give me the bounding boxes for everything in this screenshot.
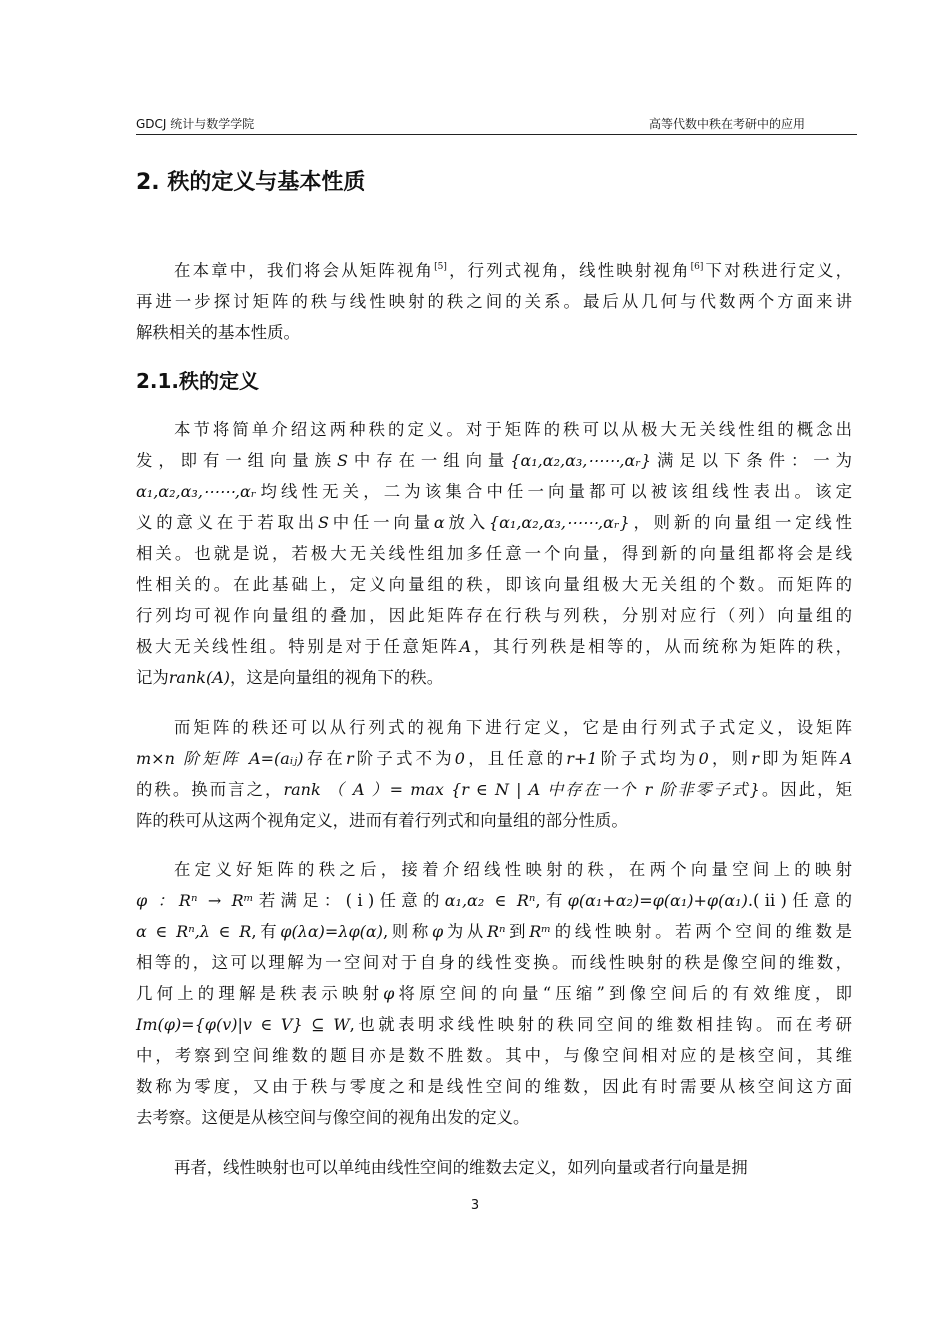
intro-paragraph: 在本章中，我们将会从矩阵视角[5]，行列式视角，线性映射视角[6]下对秩进行定义， 再进一步探讨矩阵的秩与线性映射的秩之间的关系。最后从几何与代数两个方面来讲 解秩相关的基本性质。 [136,261,853,342]
header-institution: GDCJ 统计与数学学院 [136,117,255,131]
paragraph-vector-rank: 本节将简单介绍这两种秩的定义。对于矩阵的秩可以从极大无关线性组的概念出 发，即有一组向量族S中存在一组向量{α₁,α₂,α₃,⋯⋯,αᵣ}满足以下条件：一为 α₁,α₂,α₃,⋯⋯,αᵣ均线性无关，二为该集合中任一向量都可以被该组线性表出。该定 义的意义在于若取出S中任一向量α放入{α₁,α₂,α₃,⋯⋯,αᵣ}，则新的向量组一定线性 相关。也就是说，若极大无关线性组加多任意一个向量，得到新的向量组都将会是线 性相关的。在此基础上，定义向量组的秩，即该向量组极大无关组的个数。而矩阵的 行列均可视作向量组的叠加，因此矩阵存在行秩与列秩，分别对应行（列）向量组的 极大无关线性组。特别是对于任意矩阵A，其行列秩是相等的，从而统称为矩阵的秩， 记为rank(A)，这是向量组的视角下的秩。 [136,420,853,687]
citation-6[interactable]: [6] [690,262,704,272]
paragraph-linear-map-rank: 在定义好矩阵的秩之后，接着介绍线性映射的秩，在两个向量空间上的映射 φ ：Rⁿ → Rᵐ若满足：(ⅰ)任意的α₁,α₂ ∈ Rⁿ,有φ(α₁+α₂)=φ(α₁)+φ(α₁).(ⅱ)任意的 α ∈ Rⁿ,λ ∈ R,有φ(λα)=λφ(α),则称φ为从Rⁿ到Rᵐ的线性映射。若两个空间的维数是 相等的，这可以理解为一空间对于自身的线性变换。而线性映射的秩是像空间的维数， 几何上的理解是秩表示映射φ将原空间的向量“压缩”到像空间后的有效维度，即 Im(φ)={φ(v)|v ∈ V} ⊆ W,也就表明求线性映射的秩同空间的维数相挂钩。而在考研 中，考察到空间维数的题目亦是数不胜数。其中，与像空间相对应的是核空间，其维 数称为零度，又由于秩与零度之和是线性空间的维数，因此有时需要从核空间这方面 去考察。这便是从核空间与像空间的视角出发的定义。 [136,860,853,1127]
page-number: 3 [470,1198,480,1213]
paragraph-determinant-rank: 而矩阵的秩还可以从行列式的视角下进行定义，它是由行列式子式定义，设矩阵 m×n 阶矩阵 A=(aᵢⱼ)存在r阶子式不为0，且任意的r+1阶子式均为0，则r即为矩阵A 的秩。换而言之，rank （ A ）= max {r ∈ N | A 中存在一个 r 阶非零子式}。因此，矩 阵的秩可从这两个视角定义，进而有着行列式和向量组的部分性质。 [136,718,853,830]
running-header [136,118,857,135]
paragraph-dimension-rank: 再者，线性映射也可以单纯由线性空间的维数去定义，如列向量或者行向量是拥 [174,1158,748,1177]
subsection-title: 2.1.秩的定义 [136,369,260,393]
citation-5[interactable]: [5] [434,262,447,272]
section-title: 2. 秩的定义与基本性质 [136,170,366,195]
header-thesis-title: 高等代数中秩在考研中的应用 [648,117,805,131]
